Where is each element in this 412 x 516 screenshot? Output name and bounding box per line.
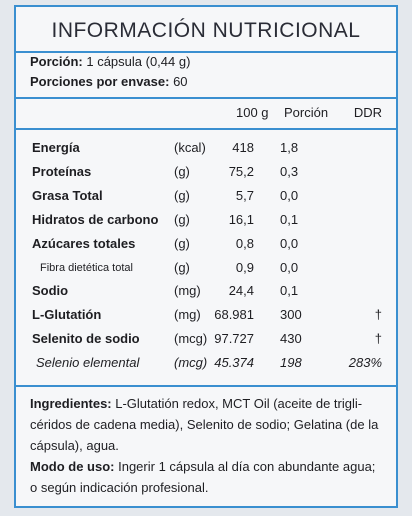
- nutrient-unit: (mg): [174, 307, 201, 322]
- ingredients-text: L-Glutatión redox, MCT Oil (aceite de triglicéridos de cadena media), Selenito de sodio; Gelatina (de la cápsula), agua.: [30, 396, 379, 453]
- nutrient-row: [16, 236, 396, 258]
- nutrient-row: [16, 212, 396, 234]
- nutrient-value-100g: 418: [232, 140, 254, 155]
- nutrient-value-portion: 0,0: [280, 188, 299, 203]
- nutrient-value-portion: 0,0: [280, 260, 299, 275]
- header-portion: Porción: [284, 105, 329, 120]
- usage-text: Ingerir 1 cápsula al día con abundante agua; o según indicación profesional.: [30, 459, 376, 495]
- servings-line: [30, 74, 188, 89]
- usage-paragraph: [30, 456, 384, 498]
- header-ddr: DDR: [353, 105, 382, 120]
- nutrient-name: Hidratos de carbono: [32, 212, 159, 227]
- divider-title: [16, 51, 396, 53]
- ingredients-block: [30, 393, 384, 498]
- nutrient-name: Selenio elemental: [36, 355, 140, 370]
- nutrient-value-portion: 300: [280, 307, 302, 322]
- nutrient-unit: (mg): [174, 283, 201, 298]
- nutrient-row: [16, 164, 396, 186]
- nutrient-value-100g: 24,4: [228, 283, 254, 298]
- nutrient-value-100g: 0,8: [235, 236, 254, 251]
- nutrient-row: [16, 188, 396, 210]
- nutrient-unit: (mcg): [174, 331, 208, 346]
- nutrient-value-portion: 0,0: [280, 236, 299, 251]
- nutrient-value-100g: 97.727: [214, 331, 254, 346]
- nutrient-unit: (g): [174, 188, 190, 203]
- nutrient-name: Grasa Total: [32, 188, 103, 203]
- divider-ingredients: [16, 385, 396, 387]
- divider-header: [16, 128, 396, 130]
- nutrient-name: Fibra dietética total: [40, 262, 133, 274]
- nutrient-name: Sodio: [32, 283, 69, 298]
- nutrient-value-100g: 16,1: [228, 212, 254, 227]
- nutrient-value-100g: 5,7: [235, 188, 254, 203]
- nutrient-value-portion: 0,1: [280, 212, 299, 227]
- nutrient-unit: (g): [174, 260, 190, 275]
- nutrient-row: [16, 355, 396, 377]
- nutrient-unit: (g): [174, 236, 190, 251]
- nutrient-name: Proteínas: [32, 164, 92, 179]
- nutrient-row: [16, 283, 396, 305]
- portion-line: [30, 54, 190, 69]
- nutrient-name: Energía: [32, 140, 80, 155]
- header-per100: 100 g: [236, 105, 269, 120]
- nutrient-unit: (g): [174, 212, 190, 227]
- nutrient-row: [16, 331, 396, 353]
- nutrient-ddr: †: [374, 307, 382, 322]
- nutrient-unit: (kcal): [174, 140, 206, 155]
- nutrient-value-portion: 198: [280, 355, 302, 370]
- nutrient-row: [16, 260, 396, 282]
- servings-value: 60: [173, 74, 188, 89]
- servings-label: Porciones por envase:: [30, 74, 170, 89]
- nutrient-ddr: †: [374, 331, 382, 346]
- nutrient-unit: (g): [174, 164, 190, 179]
- nutrition-label: [14, 5, 398, 508]
- nutrient-name: Selenito de sodio: [32, 331, 140, 346]
- divider-meta: [16, 97, 396, 99]
- nutrient-value-100g: 75,2: [228, 164, 254, 179]
- nutrient-value-100g: 0,9: [235, 260, 254, 275]
- nutrient-value-portion: 0,1: [280, 283, 299, 298]
- nutrient-value-100g: 45.374: [214, 355, 254, 370]
- nutrient-name: L-Glutatión: [32, 307, 102, 322]
- nutrient-row: [16, 140, 396, 162]
- portion-value: 1 cápsula (0,44 g): [86, 54, 191, 69]
- nutrient-ddr: 283%: [348, 355, 382, 370]
- portion-label: Porción:: [30, 54, 83, 69]
- nutrient-name: Azúcares totales: [32, 236, 136, 251]
- nutrient-unit: (mcg): [174, 355, 208, 370]
- nutrient-value-portion: 1,8: [280, 140, 299, 155]
- nutrient-value-portion: 0,3: [280, 164, 299, 179]
- nutrient-value-portion: 430: [280, 331, 302, 346]
- usage-label: Modo de uso:: [30, 459, 115, 474]
- ingredients-label: Ingredientes:: [30, 396, 112, 411]
- nutrient-value-100g: 68.981: [214, 307, 254, 322]
- label-title: INFORMACIÓN NUTRICIONAL: [51, 19, 361, 42]
- ingredients-paragraph: [30, 393, 384, 456]
- nutrient-row: [16, 307, 396, 329]
